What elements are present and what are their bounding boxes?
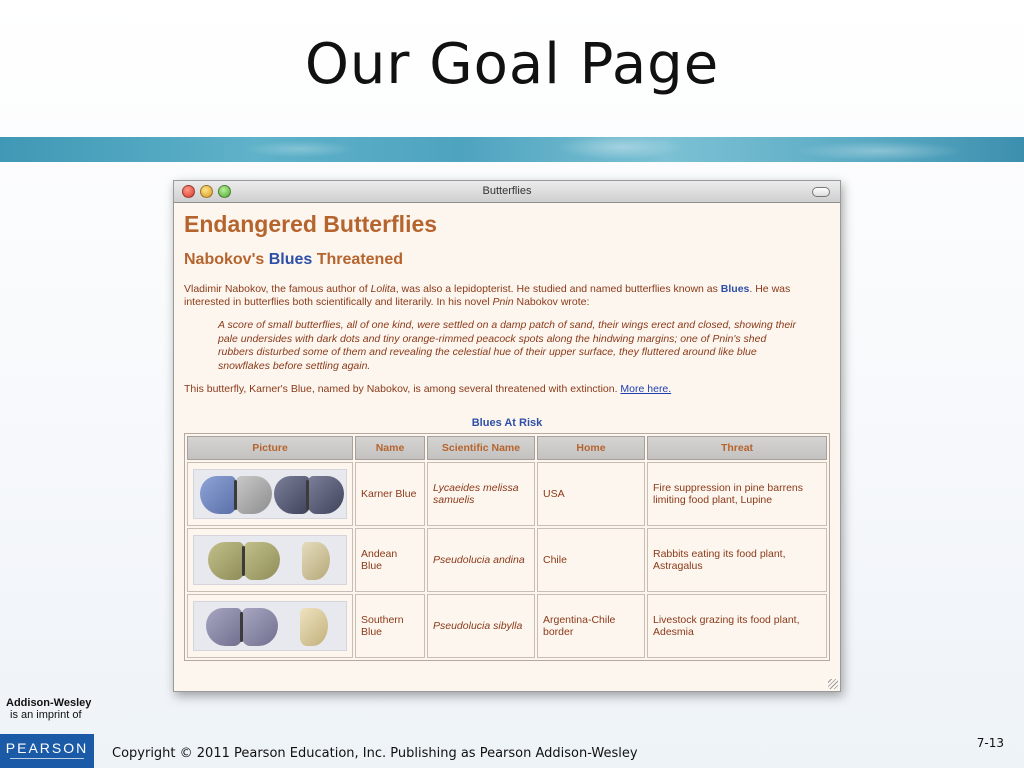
header-threat: Threat [647,436,827,460]
intro-text-2: , was also a lepidopterist. He studied and named butterflies known as [395,283,721,295]
intro-text-1: Vladimir Nabokov, the famous author of [184,283,371,295]
picture-cell [187,594,353,658]
header-name: Name [355,436,425,460]
threat-cell: Rabbits eating its food plant, Astragalus [647,528,827,592]
subheading-prefix: Nabokov's [184,251,269,268]
name-cell: Andean Blue [355,528,425,592]
home-cell: Chile [537,528,645,592]
closing-text: This butterfly, Karner's Blue, named by Nabokov, is among several threatened with extinction. [184,383,621,395]
page-subheading [184,251,830,269]
header-picture: Picture [187,436,353,460]
intro-blues: Blues [720,283,750,295]
window-title: Butterflies [482,185,532,197]
pearson-logo [0,734,94,768]
table-caption: Blues At Risk [471,417,543,429]
closing-paragraph [184,383,830,395]
threat-cell: Fire suppression in pine barrens limiting food plant, Lupine [647,462,827,526]
intro-text-3: . He was interested in butterflies both scientifically and literarily. In his novel [184,283,791,308]
resize-grip-icon[interactable] [828,679,838,689]
picture-cell [187,462,353,526]
picture-cell [187,528,353,592]
table-row [187,528,827,592]
copyright-text: Copyright © 2011 Pearson Education, Inc. Publishing as Pearson Addison-Wesley [112,746,638,761]
home-cell: USA [537,462,645,526]
brand-subtitle: is an imprint of [10,709,82,721]
home-cell: Argentina-Chile border [537,594,645,658]
pearson-logo-text: PEARSON [5,740,89,756]
toolbar-toggle-icon[interactable] [812,187,830,197]
slide-number: 7-13 [976,736,1004,750]
blues-at-risk-table [184,433,830,661]
window-footer [174,679,840,691]
header-scientific-name: Scientific Name [427,436,535,460]
browser-window [173,180,841,692]
addison-wesley-brand [6,697,91,721]
decorative-water-band [0,137,1024,162]
name-cell: Karner Blue [355,462,425,526]
subheading-blues: Blues [268,251,313,268]
andean-blue-image [193,535,347,585]
header-home: Home [537,436,645,460]
intro-text-4: Nabokov wrote: [513,296,590,308]
subheading-suffix: Threatened [312,251,403,268]
blockquote: A score of small butterflies, all of one kind, were settled on a damp patch of sand, their wings erect and closed, showing their pale undersides with dark dots and tiny orange-rimmed peacock spots along the hindwing margins; one of Pnin's shed rubbers disturbed some of them and revealing the celestial hue of their upper surface, they fluttered around like blue snowflakes before settling again. [218,319,797,372]
intro-pnin: Pnin [492,296,514,308]
table-row [187,594,827,658]
table-header-row [187,436,827,460]
name-cell: Southern Blue [355,594,425,658]
page-content [184,211,830,661]
table-row [187,462,827,526]
scientific-name-cell: Pseudolucia andina [427,528,535,592]
threat-cell: Livestock grazing its food plant, Adesmia [647,594,827,658]
karner-blue-image [193,469,347,519]
intro-lolita: Lolita [370,283,396,295]
page-heading: Endangered Butterflies [184,211,438,237]
more-here-link[interactable]: More here. [620,383,672,395]
scientific-name-cell: Lycaeides melissa samuelis [427,462,535,526]
scientific-name-cell: Pseudolucia sibylla [427,594,535,658]
southern-blue-image [193,601,347,651]
window-titlebar[interactable] [174,181,840,203]
brand-name: Addison-Wesley [6,697,92,709]
slide-title: Our Goal Page [304,32,720,97]
intro-paragraph [184,283,830,309]
